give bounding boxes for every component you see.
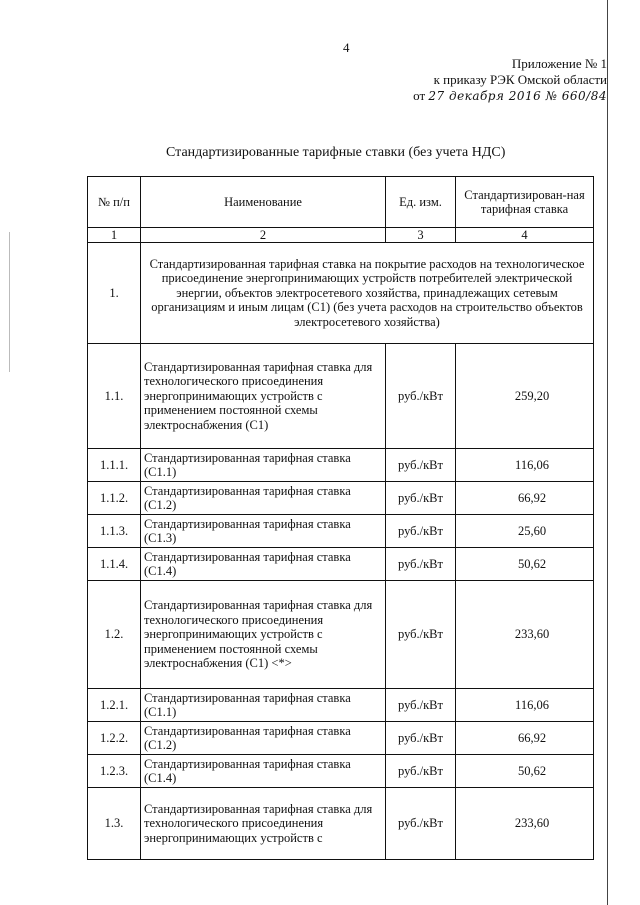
tariff-table: [87, 176, 594, 860]
table-row: [88, 344, 594, 449]
row-name: Стандартизированная тарифная ставка (С1.4): [141, 755, 386, 788]
header-unit: Ед. изм.: [386, 177, 456, 228]
table-row: [88, 515, 594, 548]
row-unit: руб./кВт: [386, 755, 456, 788]
page-number: 4: [343, 40, 350, 55]
row-name: Стандартизированная тарифная ставка для технологического присоединения энергопринимающих устройств с применением постоянной схемы электроснабжения (С1) <*>: [141, 581, 386, 689]
section-row: [88, 243, 594, 344]
row-num: 1.1.3.: [88, 515, 141, 548]
row-unit: руб./кВт: [386, 449, 456, 482]
table-row: [88, 482, 594, 515]
table-row: [88, 581, 594, 689]
row-unit: руб./кВт: [386, 689, 456, 722]
row-value: 259,20: [456, 344, 594, 449]
table-row: [88, 755, 594, 788]
row-unit: руб./кВт: [386, 548, 456, 581]
row-value: 66,92: [456, 482, 594, 515]
row-name: Стандартизированная тарифная ставка для технологического присоединения энергопринимающих устройств с: [141, 788, 386, 860]
row-unit: руб./кВт: [386, 581, 456, 689]
row-name: Стандартизированная тарифная ставка для технологического присоединения энергопринимающих устройств с применением постоянной схемы электроснабжения (С1): [141, 344, 386, 449]
index-cell: 4: [456, 228, 594, 243]
appendix-line-3: [413, 88, 607, 104]
header-name: Наименование: [141, 177, 386, 228]
table-row: [88, 449, 594, 482]
row-value: 233,60: [456, 788, 594, 860]
appendix-line-2: к приказу РЭК Омской области: [433, 72, 607, 87]
row-num: 1.1.: [88, 344, 141, 449]
index-cell: 2: [141, 228, 386, 243]
header-value: Стандартизирован-ная тарифная ставка: [456, 177, 594, 228]
index-cell: 1: [88, 228, 141, 243]
header-num: № п/п: [88, 177, 141, 228]
table-row: [88, 722, 594, 755]
section-num: 1.: [88, 243, 141, 344]
row-name: Стандартизированная тарифная ставка (С1.1): [141, 449, 386, 482]
row-unit: руб./кВт: [386, 344, 456, 449]
document-title: Стандартизированные тарифные ставки (без учета НДС): [166, 145, 506, 160]
row-unit: руб./кВт: [386, 515, 456, 548]
row-value: 50,62: [456, 548, 594, 581]
table-row: [88, 548, 594, 581]
page-edge-line: [607, 0, 608, 905]
row-name: Стандартизированная тарифная ставка (С1.2): [141, 482, 386, 515]
index-cell: 3: [386, 228, 456, 243]
row-value: 50,62: [456, 755, 594, 788]
row-name: Стандартизированная тарифная ставка (С1.1): [141, 689, 386, 722]
appendix-date-prefix: от: [413, 88, 426, 103]
row-value: 25,60: [456, 515, 594, 548]
table-header-row: [88, 177, 594, 228]
section-text: Стандартизированная тарифная ставка на покрытие расходов на технологическое присоединение энергопринимающих устройств потребителей электрической энергии, объектов электросетевого хозяйства, принадлежащих сетевым организациям и иным лицам (С1) (без учета расходов на строительство объектов электросетевого хозяйства): [141, 243, 594, 344]
row-unit: руб./кВт: [386, 788, 456, 860]
index-row: [88, 228, 594, 243]
table-row: [88, 689, 594, 722]
row-num: 1.1.1.: [88, 449, 141, 482]
row-value: 66,92: [456, 722, 594, 755]
row-value: 116,06: [456, 689, 594, 722]
scan-mark: [9, 232, 10, 372]
appendix-line-1: Приложение № 1: [511, 56, 607, 71]
row-name: Стандартизированная тарифная ставка (С1.2): [141, 722, 386, 755]
row-name: Стандартизированная тарифная ставка (С1.4): [141, 548, 386, 581]
handwritten-date-number: 27 декабря 2016 № 660/84: [428, 89, 607, 103]
row-num: 1.1.2.: [88, 482, 141, 515]
row-num: 1.1.4.: [88, 548, 141, 581]
row-num: 1.2.3.: [88, 755, 141, 788]
row-name: Стандартизированная тарифная ставка (С1.3): [141, 515, 386, 548]
row-unit: руб./кВт: [386, 482, 456, 515]
appendix-block: [413, 56, 607, 104]
table-row: [88, 788, 594, 860]
row-unit: руб./кВт: [386, 722, 456, 755]
row-num: 1.2.: [88, 581, 141, 689]
row-value: 233,60: [456, 581, 594, 689]
row-value: 116,06: [456, 449, 594, 482]
row-num: 1.3.: [88, 788, 141, 860]
row-num: 1.2.2.: [88, 722, 141, 755]
row-num: 1.2.1.: [88, 689, 141, 722]
